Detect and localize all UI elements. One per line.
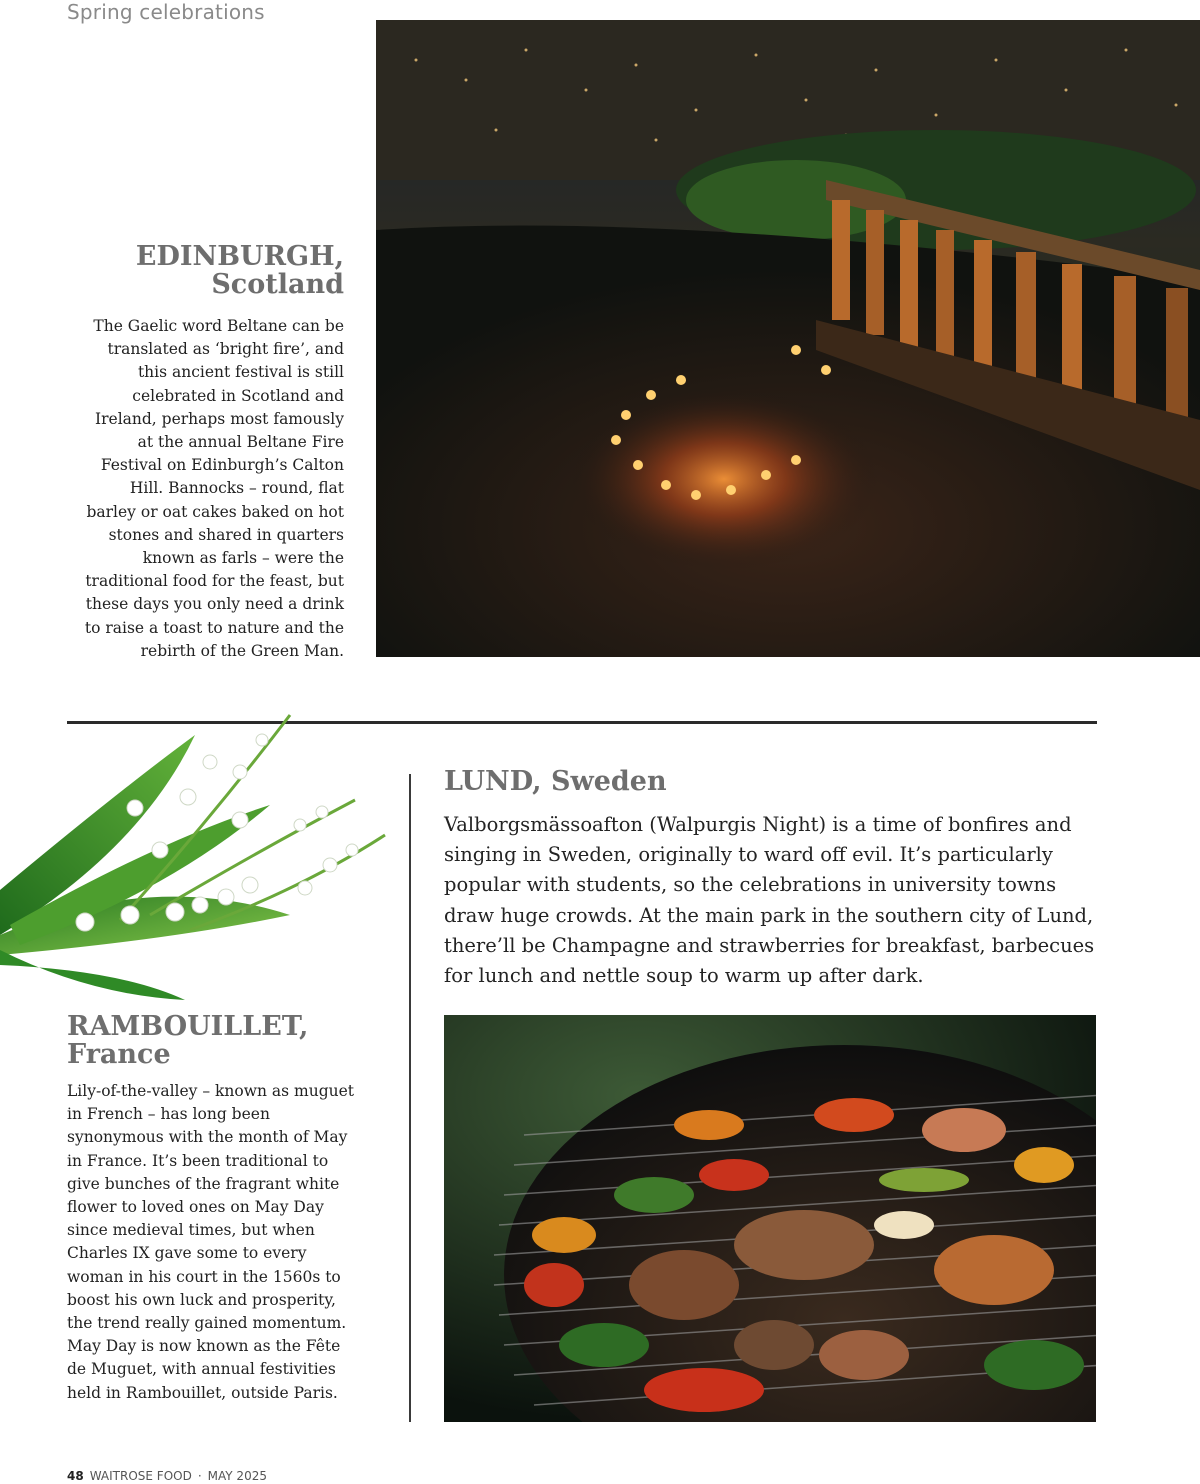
rambouillet-body: Lily-of-the-valley – known as muguet in French – has long been synonymous with the month of May in France. It’s been traditional to give bunches of the fragrant white flower to loved ones on May Day since medieval times, but when Charles IX gave some to every woman in his court in the 1560s to boost his own luck and prosperity, the trend really gained momentum. May Day is now known as the Fête de Muguet, with annual festivities held in Rambouillet, outside Paris. bbox=[67, 1082, 355, 1402]
barbecue-grill-photo bbox=[444, 1015, 1096, 1422]
lund-title: LUND, Sweden bbox=[444, 766, 667, 797]
magazine-name: WAITROSE FOOD bbox=[89, 1469, 192, 1483]
edinburgh-title-line2: Scotland bbox=[211, 269, 344, 301]
lund-body: Valborgsmässoafton (Walpurgis Night) is a time of bonfires and singing in Sweden, originally to ward off evil. It’s particularly popular with students, so the celebrations in university towns draw huge crowds. At the main park in the southern city of Lund, there’ll be Champagne and strawberries for breakfast, barbecues for lunch and nettle soup to warm up after dark. bbox=[444, 813, 1095, 988]
rambouillet-title-line1: RAMBOUILLET, bbox=[67, 1011, 309, 1042]
issue-date: MAY 2025 bbox=[207, 1469, 267, 1483]
rambouillet-title bbox=[67, 1013, 308, 1070]
lily-of-the-valley-illustration bbox=[0, 700, 410, 1005]
edinburgh-body: The Gaelic word Beltane can be translated as ‘bright fire’, and this ancient festival is still celebrated in Scotland and Ireland, perhaps most famously at the annual Beltane Fire Festival on Edinburgh’s Calton Hill. Bannocks – round, flat barley or oat cakes baked on hot stones and shared in quarters known as farls – were the traditional food for the feast, but these days you only need a drink to raise a toast to nature and the rebirth of the Green Man. bbox=[84, 317, 344, 660]
edinburgh-festival-photo bbox=[376, 20, 1200, 657]
footer-separator: · bbox=[197, 1469, 202, 1483]
edinburgh-title-line1: EDINBURGH, bbox=[135, 241, 344, 272]
page-number: 48 bbox=[67, 1469, 84, 1483]
rambouillet-title-line2: France bbox=[67, 1039, 171, 1071]
edinburgh-title bbox=[136, 243, 344, 300]
page-footer bbox=[67, 1469, 267, 1483]
section-label: Spring celebrations bbox=[67, 0, 265, 24]
